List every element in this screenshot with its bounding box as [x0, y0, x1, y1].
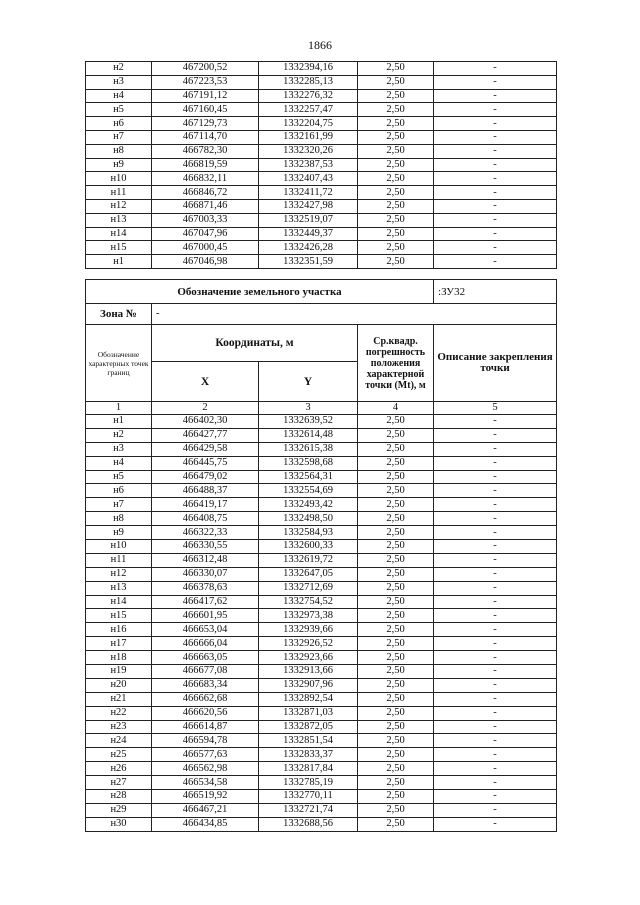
- coord-x: 467047,96: [152, 227, 259, 241]
- table-row: [86, 498, 557, 512]
- point-id: н16: [86, 623, 152, 637]
- point-id: н29: [86, 803, 152, 817]
- error-value: 2,50: [358, 651, 434, 665]
- coord-x: 466445,75: [152, 456, 259, 470]
- coord-y: 1332498,50: [259, 512, 358, 526]
- coord-x: 467000,45: [152, 241, 259, 255]
- table-row: [86, 241, 557, 255]
- fixing-description: -: [434, 255, 557, 269]
- point-id: н5: [86, 103, 152, 117]
- zone-label: Зона №: [86, 304, 152, 325]
- coordinates-table-continued: [85, 61, 557, 269]
- header-row-1: [86, 325, 557, 362]
- coord-y: 1332426,28: [259, 241, 358, 255]
- error-value: 2,50: [358, 595, 434, 609]
- fixing-description: -: [434, 213, 557, 227]
- coord-y: 1332872,05: [259, 720, 358, 734]
- coord-x: 467191,12: [152, 89, 259, 103]
- table-row: [86, 678, 557, 692]
- table-row: [86, 553, 557, 567]
- error-value: 2,50: [358, 762, 434, 776]
- coord-x: 466871,46: [152, 199, 259, 213]
- coord-y: 1332320,26: [259, 144, 358, 158]
- error-value: 2,50: [358, 776, 434, 790]
- table-row: [86, 609, 557, 623]
- point-id: н6: [86, 484, 152, 498]
- table-row: [86, 144, 557, 158]
- point-id: н4: [86, 456, 152, 470]
- coord-y: 1332411,72: [259, 186, 358, 200]
- fixing-description: -: [434, 117, 557, 131]
- coord-x: 466434,85: [152, 817, 259, 831]
- error-value: 2,50: [358, 158, 434, 172]
- fixing-description: -: [434, 776, 557, 790]
- point-id: н28: [86, 790, 152, 804]
- error-value: 2,50: [358, 172, 434, 186]
- fixing-description: -: [434, 567, 557, 581]
- header-point: Обозначение характерных точек границ: [86, 325, 152, 402]
- point-id: н7: [86, 130, 152, 144]
- coord-y: 1332688,56: [259, 817, 358, 831]
- table-row: [86, 428, 557, 442]
- coord-y: 1332351,59: [259, 255, 358, 269]
- table-row: [86, 526, 557, 540]
- fixing-description: -: [434, 415, 557, 429]
- point-id: н25: [86, 748, 152, 762]
- error-value: 2,50: [358, 512, 434, 526]
- error-value: 2,50: [358, 144, 434, 158]
- error-value: 2,50: [358, 581, 434, 595]
- coord-y: 1332394,16: [259, 62, 358, 76]
- point-id: н10: [86, 172, 152, 186]
- coord-y: 1332871,03: [259, 706, 358, 720]
- error-value: 2,50: [358, 255, 434, 269]
- table-row: [86, 581, 557, 595]
- error-value: 2,50: [358, 227, 434, 241]
- coordinates-table-zu32-body: [86, 415, 557, 832]
- coord-x: 467003,33: [152, 213, 259, 227]
- point-id: н14: [86, 227, 152, 241]
- coord-x: 467200,52: [152, 62, 259, 76]
- table-row: [86, 512, 557, 526]
- coord-y: 1332615,38: [259, 442, 358, 456]
- point-id: н12: [86, 567, 152, 581]
- coord-x: 467129,73: [152, 117, 259, 131]
- error-value: 2,50: [358, 526, 434, 540]
- coord-y: 1332647,05: [259, 567, 358, 581]
- error-value: 2,50: [358, 241, 434, 255]
- fixing-description: -: [434, 442, 557, 456]
- point-id: н20: [86, 678, 152, 692]
- point-id: н19: [86, 665, 152, 679]
- coord-x: 467046,98: [152, 255, 259, 269]
- coord-x: 466429,58: [152, 442, 259, 456]
- header-num-4: 4: [358, 402, 434, 415]
- error-value: 2,50: [358, 609, 434, 623]
- coord-x: 466330,55: [152, 540, 259, 554]
- coord-y: 1332600,33: [259, 540, 358, 554]
- coord-x: 466534,58: [152, 776, 259, 790]
- header-x: X: [152, 362, 259, 402]
- coord-y: 1332639,52: [259, 415, 358, 429]
- coord-x: 466419,17: [152, 498, 259, 512]
- point-id: н15: [86, 609, 152, 623]
- coord-x: 466594,78: [152, 734, 259, 748]
- point-id: н5: [86, 470, 152, 484]
- fixing-description: -: [434, 609, 557, 623]
- fixing-description: -: [434, 581, 557, 595]
- point-id: н1: [86, 255, 152, 269]
- point-id: н3: [86, 75, 152, 89]
- coord-y: 1332770,11: [259, 790, 358, 804]
- error-value: 2,50: [358, 442, 434, 456]
- point-id: н9: [86, 526, 152, 540]
- error-value: 2,50: [358, 75, 434, 89]
- coord-y: 1332493,42: [259, 498, 358, 512]
- table-row: [86, 665, 557, 679]
- fixing-description: -: [434, 748, 557, 762]
- point-id: н1: [86, 415, 152, 429]
- table-row: [86, 130, 557, 144]
- coord-x: 467223,53: [152, 75, 259, 89]
- coord-x: 466402,30: [152, 415, 259, 429]
- error-value: 2,50: [358, 637, 434, 651]
- error-value: 2,50: [358, 103, 434, 117]
- table-row: [86, 623, 557, 637]
- fixing-description: -: [434, 803, 557, 817]
- coord-x: 467160,45: [152, 103, 259, 117]
- fixing-description: -: [434, 241, 557, 255]
- coord-y: 1332257,47: [259, 103, 358, 117]
- table-row: [86, 748, 557, 762]
- table-row: [86, 817, 557, 831]
- table-row: [86, 227, 557, 241]
- table-row: [86, 213, 557, 227]
- table-row: [86, 776, 557, 790]
- point-id: н17: [86, 637, 152, 651]
- coord-y: 1332387,53: [259, 158, 358, 172]
- coord-y: 1332851,54: [259, 734, 358, 748]
- point-id: н9: [86, 158, 152, 172]
- point-id: н14: [86, 595, 152, 609]
- fixing-description: -: [434, 199, 557, 213]
- fixing-description: -: [434, 227, 557, 241]
- point-id: н18: [86, 651, 152, 665]
- error-value: 2,50: [358, 623, 434, 637]
- table-row: [86, 103, 557, 117]
- fixing-description: -: [434, 637, 557, 651]
- coord-x: 466427,77: [152, 428, 259, 442]
- error-value: 2,50: [358, 817, 434, 831]
- error-value: 2,50: [358, 734, 434, 748]
- table-row: [86, 158, 557, 172]
- coord-y: 1332161,99: [259, 130, 358, 144]
- coord-y: 1332833,37: [259, 748, 358, 762]
- fixing-description: -: [434, 62, 557, 76]
- coord-y: 1332712,69: [259, 581, 358, 595]
- coord-x: 466488,37: [152, 484, 259, 498]
- header-y: Y: [259, 362, 358, 402]
- coord-x: 466683,34: [152, 678, 259, 692]
- fixing-description: -: [434, 817, 557, 831]
- zone-row: [86, 304, 557, 325]
- fixing-description: -: [434, 89, 557, 103]
- coord-y: 1332721,74: [259, 803, 358, 817]
- table-row: [86, 637, 557, 651]
- point-id: н11: [86, 553, 152, 567]
- fixing-description: -: [434, 428, 557, 442]
- point-id: н8: [86, 144, 152, 158]
- point-id: н26: [86, 762, 152, 776]
- fixing-description: -: [434, 678, 557, 692]
- parcel-label: Обозначение земельного участка: [86, 280, 434, 304]
- error-value: 2,50: [358, 117, 434, 131]
- fixing-description: -: [434, 762, 557, 776]
- error-value: 2,50: [358, 470, 434, 484]
- table-row: [86, 255, 557, 269]
- coord-y: 1332754,52: [259, 595, 358, 609]
- header-num-5: 5: [434, 402, 557, 415]
- error-value: 2,50: [358, 720, 434, 734]
- coord-y: 1332939,66: [259, 623, 358, 637]
- coord-x: 466614,87: [152, 720, 259, 734]
- table-row: [86, 595, 557, 609]
- table-row: [86, 442, 557, 456]
- zone-value: -: [152, 304, 557, 325]
- fixing-description: -: [434, 103, 557, 117]
- table-row: [86, 790, 557, 804]
- table-row: [86, 734, 557, 748]
- point-id: н22: [86, 706, 152, 720]
- table-row: [86, 415, 557, 429]
- coord-x: 466479,02: [152, 470, 259, 484]
- error-value: 2,50: [358, 130, 434, 144]
- coord-y: 1332449,37: [259, 227, 358, 241]
- coord-y: 1332276,32: [259, 89, 358, 103]
- error-value: 2,50: [358, 706, 434, 720]
- table-row: [86, 456, 557, 470]
- error-value: 2,50: [358, 428, 434, 442]
- fixing-description: -: [434, 720, 557, 734]
- error-value: 2,50: [358, 89, 434, 103]
- table-row: [86, 117, 557, 131]
- fixing-description: -: [434, 484, 557, 498]
- fixing-description: -: [434, 540, 557, 554]
- table-row: [86, 62, 557, 76]
- coord-y: 1332564,31: [259, 470, 358, 484]
- fixing-description: -: [434, 734, 557, 748]
- fixing-description: -: [434, 144, 557, 158]
- coord-y: 1332892,54: [259, 692, 358, 706]
- coord-x: 466846,72: [152, 186, 259, 200]
- point-id: н12: [86, 199, 152, 213]
- error-value: 2,50: [358, 484, 434, 498]
- fixing-description: -: [434, 665, 557, 679]
- point-id: н24: [86, 734, 152, 748]
- coord-x: 466663,05: [152, 651, 259, 665]
- coord-y: 1332285,13: [259, 75, 358, 89]
- coord-y: 1332926,52: [259, 637, 358, 651]
- point-id: н10: [86, 540, 152, 554]
- coord-x: 466577,63: [152, 748, 259, 762]
- point-id: н4: [86, 89, 152, 103]
- fixing-description: -: [434, 706, 557, 720]
- error-value: 2,50: [358, 62, 434, 76]
- header-description: Описание закрепления точки: [434, 325, 557, 402]
- error-value: 2,50: [358, 692, 434, 706]
- coord-y: 1332204,75: [259, 117, 358, 131]
- coord-x: 466467,21: [152, 803, 259, 817]
- point-id: н21: [86, 692, 152, 706]
- fixing-description: -: [434, 790, 557, 804]
- coord-y: 1332598,68: [259, 456, 358, 470]
- error-value: 2,50: [358, 790, 434, 804]
- coord-y: 1332407,43: [259, 172, 358, 186]
- point-id: н23: [86, 720, 152, 734]
- coordinates-table-continued-body: [86, 62, 557, 269]
- coord-y: 1332614,48: [259, 428, 358, 442]
- coord-x: 466322,33: [152, 526, 259, 540]
- coord-x: 466330,07: [152, 567, 259, 581]
- fixing-description: -: [434, 186, 557, 200]
- fixing-description: -: [434, 512, 557, 526]
- coord-x: 466417,62: [152, 595, 259, 609]
- fixing-description: -: [434, 158, 557, 172]
- parcel-value: :ЗУ32: [434, 280, 557, 304]
- table-row: [86, 89, 557, 103]
- coord-x: 466620,56: [152, 706, 259, 720]
- error-value: 2,50: [358, 748, 434, 762]
- error-value: 2,50: [358, 199, 434, 213]
- point-id: н6: [86, 117, 152, 131]
- coord-y: 1332907,96: [259, 678, 358, 692]
- table-row: [86, 762, 557, 776]
- coord-y: 1332973,38: [259, 609, 358, 623]
- table-row: [86, 172, 557, 186]
- fixing-description: -: [434, 456, 557, 470]
- coord-x: 466519,92: [152, 790, 259, 804]
- table-row: [86, 692, 557, 706]
- table-row: [86, 567, 557, 581]
- coord-x: 466666,04: [152, 637, 259, 651]
- table-row: [86, 470, 557, 484]
- coord-y: 1332785,19: [259, 776, 358, 790]
- coord-x: 466378,63: [152, 581, 259, 595]
- fixing-description: -: [434, 526, 557, 540]
- coord-x: 466312,48: [152, 553, 259, 567]
- fixing-description: -: [434, 692, 557, 706]
- fixing-description: -: [434, 651, 557, 665]
- point-id: н30: [86, 817, 152, 831]
- coord-x: 466562,98: [152, 762, 259, 776]
- fixing-description: -: [434, 172, 557, 186]
- error-value: 2,50: [358, 415, 434, 429]
- coord-x: 466819,59: [152, 158, 259, 172]
- table-row: [86, 186, 557, 200]
- coord-y: 1332427,98: [259, 199, 358, 213]
- coord-y: 1332913,66: [259, 665, 358, 679]
- error-value: 2,50: [358, 213, 434, 227]
- coord-y: 1332554,69: [259, 484, 358, 498]
- point-id: н27: [86, 776, 152, 790]
- coord-x: 466601,95: [152, 609, 259, 623]
- coord-x: 466677,08: [152, 665, 259, 679]
- coord-y: 1332584,93: [259, 526, 358, 540]
- coord-y: 1332519,07: [259, 213, 358, 227]
- table-row: [86, 540, 557, 554]
- table-row: [86, 484, 557, 498]
- coord-y: 1332817,84: [259, 762, 358, 776]
- parcel-row: [86, 280, 557, 304]
- fixing-description: -: [434, 553, 557, 567]
- error-value: 2,50: [358, 678, 434, 692]
- point-id: н13: [86, 213, 152, 227]
- table-row: [86, 651, 557, 665]
- coord-y: 1332923,66: [259, 651, 358, 665]
- error-value: 2,50: [358, 186, 434, 200]
- fixing-description: -: [434, 498, 557, 512]
- page-number: 1866: [308, 38, 332, 52]
- fixing-description: -: [434, 470, 557, 484]
- table-row: [86, 720, 557, 734]
- header-coords: Координаты, м: [152, 325, 358, 362]
- point-id: н13: [86, 581, 152, 595]
- table-row: [86, 706, 557, 720]
- table-row: [86, 75, 557, 89]
- point-id: н7: [86, 498, 152, 512]
- header-num-1: 1: [86, 402, 152, 415]
- header-num-2: 2: [152, 402, 259, 415]
- coordinates-table-zu32: [85, 279, 557, 832]
- table-row: [86, 803, 557, 817]
- fixing-description: -: [434, 75, 557, 89]
- error-value: 2,50: [358, 553, 434, 567]
- header-num-3: 3: [259, 402, 358, 415]
- point-id: н11: [86, 186, 152, 200]
- error-value: 2,50: [358, 803, 434, 817]
- point-id: н8: [86, 512, 152, 526]
- point-id: н15: [86, 241, 152, 255]
- table-row: [86, 199, 557, 213]
- coord-x: 467114,70: [152, 130, 259, 144]
- error-value: 2,50: [358, 665, 434, 679]
- fixing-description: -: [434, 623, 557, 637]
- header-numbers-row: [86, 402, 557, 415]
- point-id: н3: [86, 442, 152, 456]
- coord-x: 466832,11: [152, 172, 259, 186]
- coord-x: 466653,04: [152, 623, 259, 637]
- point-id: н2: [86, 428, 152, 442]
- error-value: 2,50: [358, 540, 434, 554]
- coord-x: 466408,75: [152, 512, 259, 526]
- error-value: 2,50: [358, 456, 434, 470]
- coord-y: 1332619,72: [259, 553, 358, 567]
- error-value: 2,50: [358, 498, 434, 512]
- coord-x: 466782,30: [152, 144, 259, 158]
- coord-x: 466662,68: [152, 692, 259, 706]
- header-error: Ср.квадр. погрешность положения характерной точки (Mt), м: [358, 325, 434, 402]
- fixing-description: -: [434, 595, 557, 609]
- fixing-description: -: [434, 130, 557, 144]
- point-id: н2: [86, 62, 152, 76]
- error-value: 2,50: [358, 567, 434, 581]
